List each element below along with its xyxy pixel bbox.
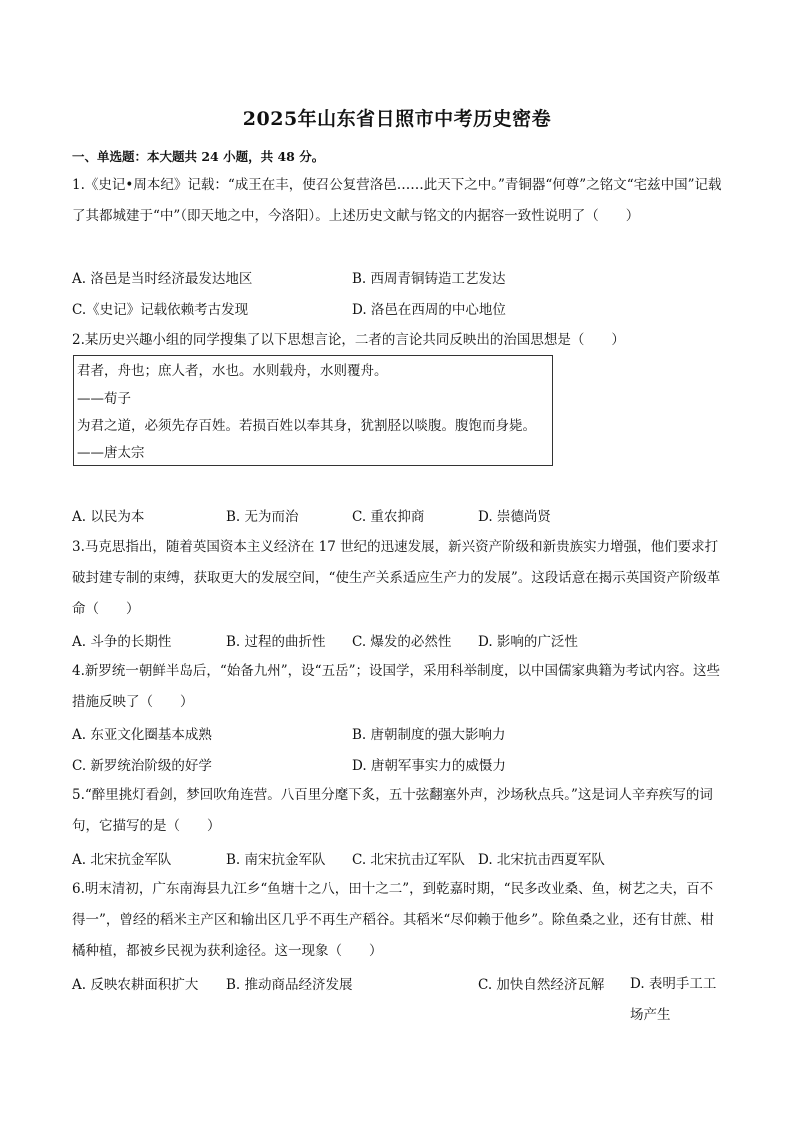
question-1-options	[72, 267, 732, 291]
question-3-text: 3.马克思指出，随着英国资本主义经济在 17 世纪的迅速发展，新兴资产阶级和新贵族实力增强，他们要求打破封建专制的束缚，获取更大的发展空间，“使生产关系适应生产力的发展”。这段话意在揭示英国资产阶级革命（ ）	[72, 539, 721, 617]
option-c[interactable]: C. 爆发的必然性	[352, 634, 452, 650]
option-a[interactable]: A. 北宋抗金军队	[72, 852, 172, 868]
question-2-text: 2.某历史兴趣小组的同学搜集了以下思想言论，二者的言论共同反映出的治国思想是（ ）	[72, 332, 625, 348]
quote-line: 君者，舟也；庶人者，水也。水则载舟，水则覆舟。	[77, 363, 388, 379]
option-a[interactable]: A. 斗争的长期性	[72, 634, 172, 650]
question-6-text: 6.明末清初，广东南海县九江乡“鱼塘十之八，田十之二”，到乾嘉时期，“民多改业桑、鱼，树艺之夫，百不得一”，曾经的稻米主产区和输出区几乎不再生产稻谷。其稻米“尽仰赖于他乡”。除鱼桑之业，还有甘蔗、柑橘种植，都被乡民视为获利途径。这一现象（ ）	[72, 881, 714, 959]
question-1-text: 1.《史记•周本纪》记载：“成王在丰，使召公复营洛邑……此天下之中。”青铜器“何尊”之铭文“宅兹中国”记载了其都城建于“中”（即天地之中，今洛阳）。上述历史文献与铭文的内据容一致性说明了（ ）	[72, 177, 722, 224]
option-d[interactable]: D. 北宋抗击西夏军队	[478, 852, 605, 868]
option-b[interactable]: B. 过程的曲折性	[226, 634, 326, 650]
question-6-options	[72, 973, 732, 1028]
quote-line: 为君之道，必须先存百姓。若损百姓以奉其身，犹割胫以啖腹。腹饱而身毙。	[77, 418, 536, 434]
option-b[interactable]: B. 无为而治	[226, 509, 299, 525]
option-b[interactable]: B. 推动商品经济发展	[226, 977, 353, 993]
section-heading: 一、单选题：本大题共 24 小题，共 48 分。	[72, 149, 325, 164]
question-4-options-row2	[72, 754, 732, 778]
question-3-options	[72, 630, 732, 654]
option-d[interactable]: D. 唐朝军事实力的威慑力	[352, 758, 506, 774]
exam-title: 2025年山东省日照市中考历史密卷	[242, 108, 552, 130]
option-d[interactable]: D. 洛邑在西周的中心地位	[352, 302, 506, 318]
question-5-options	[72, 848, 732, 872]
quote-box	[73, 355, 553, 466]
option-c[interactable]: C. 加快自然经济瓦解	[478, 977, 605, 993]
quote-attribution: ——唐太宗	[77, 445, 145, 461]
quote-attribution: ——荀子	[77, 391, 131, 407]
option-b[interactable]: B. 西周青铜铸造工艺发达	[352, 271, 506, 287]
option-a[interactable]: A. 反映农耕面积扩大	[72, 977, 199, 993]
option-d[interactable]: D. 表明手工工场产生	[630, 976, 717, 1023]
option-a[interactable]: A. 洛邑是当时经济最发达地区	[72, 271, 253, 287]
option-b[interactable]: B. 唐朝制度的强大影响力	[352, 727, 506, 743]
option-c[interactable]: C.《史记》记载依赖考古发现	[72, 302, 249, 318]
question-1-options-row2	[72, 298, 732, 322]
option-c[interactable]: C. 重农抑商	[352, 509, 425, 525]
option-d[interactable]: D. 影响的广泛性	[478, 634, 578, 650]
question-4-options	[72, 723, 732, 747]
question-4-text: 4.新罗统一朝鲜半岛后，“始备九州”，设“五岳”；设国学，采用科举制度，以中国儒家典籍为考试内容。这些措施反映了（ ）	[72, 663, 720, 710]
option-c[interactable]: C. 北宋抗击辽军队	[352, 852, 465, 868]
option-d[interactable]: D. 崇德尚贤	[478, 509, 551, 525]
option-b[interactable]: B. 南宋抗金军队	[226, 852, 326, 868]
question-2-options	[72, 505, 732, 529]
option-c[interactable]: C. 新罗统治阶级的好学	[72, 758, 212, 774]
option-a[interactable]: A. 以民为本	[72, 509, 145, 525]
option-a[interactable]: A. 东亚文化圈基本成熟	[72, 727, 212, 743]
question-5-text: 5.“醉里挑灯看剑，梦回吹角连营。八百里分麾下炙，五十弦翻塞外声，沙场秋点兵。”这是词人辛弃疾写的词句，它描写的是（ ）	[72, 787, 713, 834]
